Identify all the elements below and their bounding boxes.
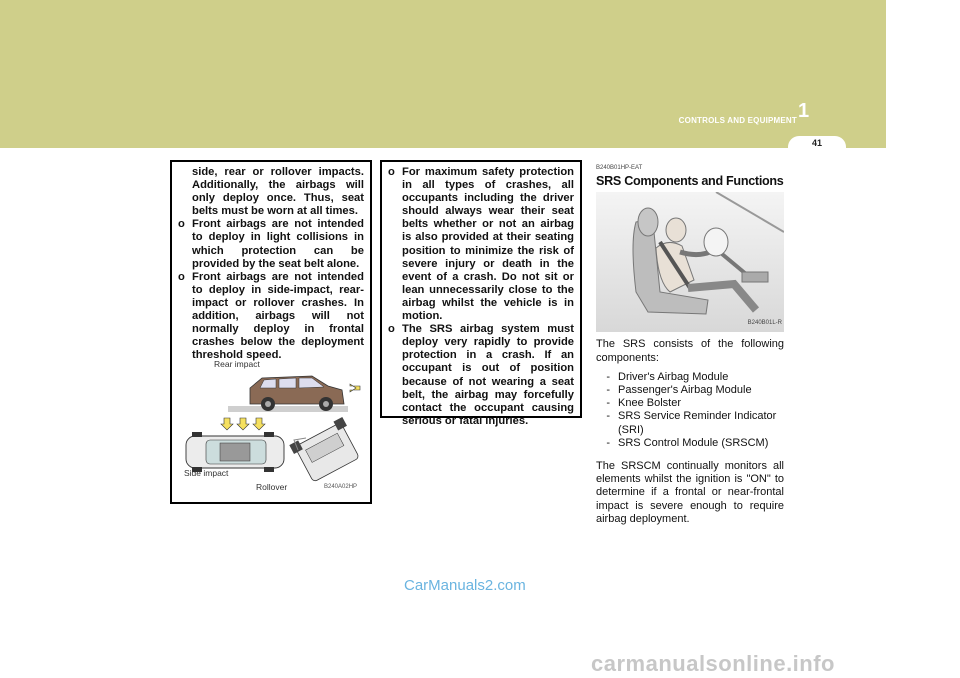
impact-illustration: [180, 358, 368, 490]
right-column: [596, 162, 784, 526]
list-item: - SRS Control Module (SRSCM): [606, 436, 769, 449]
warning-box-middle: [380, 160, 582, 427]
bullet-item: o Front airbags are not intended to deploy in light collisions in which protection can be provided by the seat belt alone.: [178, 218, 364, 270]
section-heading: SRS Components and Functions: [596, 174, 784, 189]
list-item: - SRS Service Reminder Indicator (SRI): [606, 410, 777, 436]
watermark-footer: carmanualsonline.info: [591, 651, 835, 676]
list-item: - Driver's Airbag Module: [606, 370, 729, 383]
side-impact-label: Side impact: [184, 468, 229, 478]
srs-driver-image: [596, 192, 784, 332]
figure-code: B240A02HP: [324, 484, 358, 490]
rear-impact-label: Rear impact: [214, 359, 260, 369]
list-item: - Passenger's Airbag Module: [606, 384, 752, 397]
bullet-item: o For maximum safety protection in all types of crashes, all occupants including the driver should always wear their seat belts whether or not an airbag is also provided at their seating position to minimize the risk of severe injury or death in the event of a crash. Do not sit or lean unnecessarily close to the airbag whilst the vehicle is in motion.: [388, 166, 574, 323]
section-title: CONTROLS AND EQUIPMENT: [678, 116, 797, 125]
component-list: [596, 371, 784, 450]
rollover-label: Rollover: [256, 482, 288, 492]
bullet-item: o The SRS airbag system must deploy very rapidly to provide protection in a crash. If an occupant is out of position because of not wearing a seat belt, the airbag may forcefully contact the occupant causing serious or fatal injuries.: [388, 323, 574, 427]
intro-paragraph: The SRS consists of the following components:: [596, 338, 784, 364]
section-number: 1: [798, 100, 810, 122]
list-item: - Knee Bolster: [606, 397, 681, 410]
bullet-item: o Front airbags are not intended to deploy in side-impact, rear-impact or rollover crashes. In addition, airbags will not normally deploy in frontal crashes below the deployment threshold speed.: [178, 270, 364, 362]
warning-box-left: [170, 160, 372, 504]
image-code: B240B01L-R: [747, 320, 782, 327]
header-band: [0, 0, 886, 148]
watermark-link[interactable]: CarManuals2.com: [404, 577, 526, 594]
monitoring-paragraph: The SRSCM continually monitors all elements whilst the ignition is "ON" to determine if a frontal or near-frontal impact is severe enough to require airbag deployment.: [596, 460, 784, 525]
continuation-text: side, rear or rollover impacts. Additionally, the airbags will only deploy once. Thus, seat belts must be worn at all times.: [192, 166, 364, 218]
section-code: B240B01HP-EAT: [596, 165, 643, 171]
driver-seat-drawing: [596, 192, 784, 332]
page-number: 41: [811, 138, 822, 148]
